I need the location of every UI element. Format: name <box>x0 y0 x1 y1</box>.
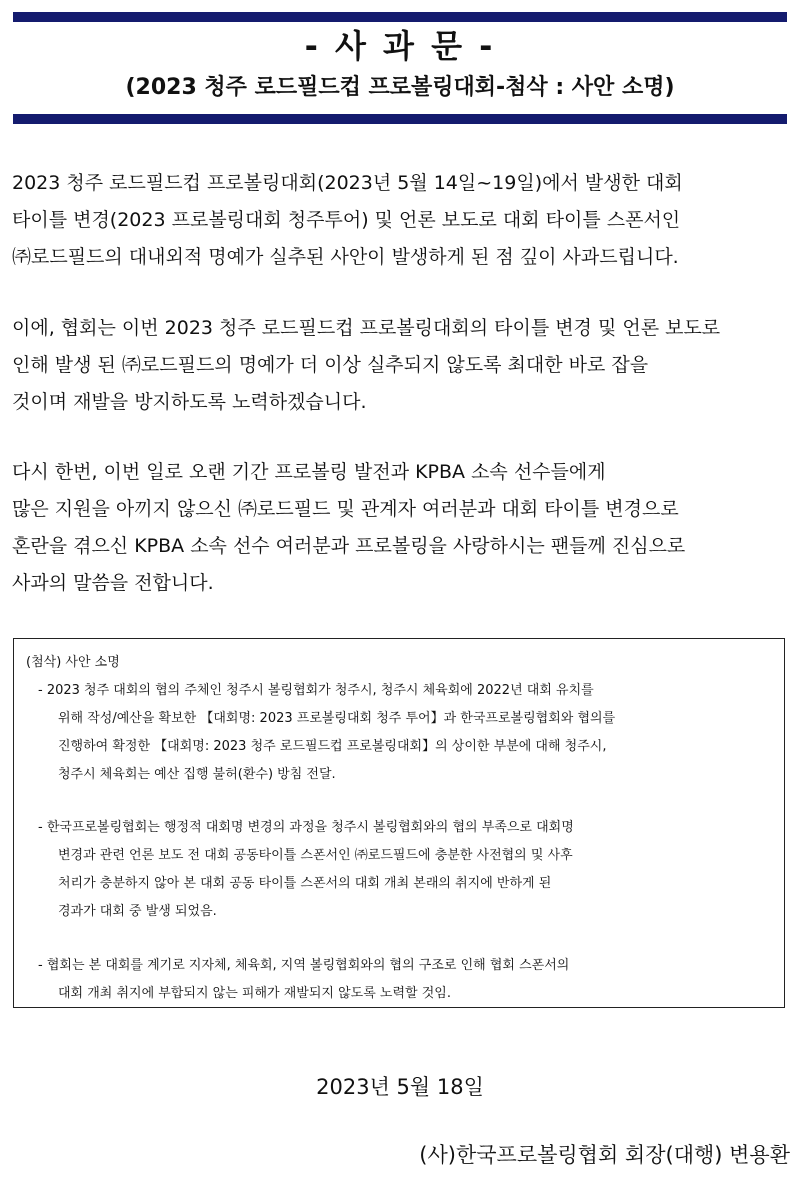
apology-paragraph-2 <box>12 310 790 421</box>
addendum-line: 변경과 관련 언론 보도 전 대회 공동타이틀 스폰서인 ㈜로드필드에 충분한 사전협의 및 사후 <box>58 848 573 863</box>
addendum-item-2 <box>38 814 778 926</box>
paragraph-line: 타이틀 변경(2023 프로볼링대회 청주투어) 및 언론 보도로 대회 타이틀 스폰서인 <box>12 209 681 231</box>
addendum-line: 위해 작성/예산을 확보한 【대회명: 2023 프로볼링대회 청주 투어】과 한국프로볼링협회와 협의를 <box>58 711 616 726</box>
header-bottom-rule <box>13 114 787 124</box>
signature: (사)한국프로볼링협회 회장(대행) 변용환 <box>419 1143 790 1167</box>
paragraph-line: 혼란을 겪으신 KPBA 소속 선수 여러분과 프로볼링을 사랑하시는 팬들께 진심으로 <box>12 535 686 557</box>
addendum-box <box>13 638 785 1008</box>
header-top-rule <box>13 12 787 22</box>
addendum-line: 진행하여 확정한 【대회명: 2023 청주 로드필드컵 프로볼링대회】의 상이한 부분에 대해 청주시, <box>58 739 607 754</box>
paragraph-line: 이에, 협회는 이번 2023 청주 로드필드컵 프로볼링대회의 타이틀 변경 및 언론 보도로 <box>12 317 721 339</box>
paragraph-line: 인해 발생 된 ㈜로드필드의 명예가 더 이상 실추되지 않도록 최대한 바로 잡을 <box>12 354 649 376</box>
addendum-line: 처리가 충분하지 않아 본 대회 공동 타이틀 스폰서의 대회 개최 본래의 취지에 반하게 된 <box>58 876 552 891</box>
addendum-line: 청주시 체육회는 예산 집행 불허(환수) 방침 전달. <box>58 767 336 782</box>
apology-paragraph-1 <box>12 165 790 276</box>
document-subtitle: (2023 청주 로드필드컵 프로볼링대회-첨삭 : 사안 소명) <box>125 75 675 100</box>
document-title: - 사 과 문 - <box>304 27 496 65</box>
paragraph-line: ㈜로드필드의 대내외적 명예가 실추된 사안이 발생하게 된 점 깊이 사과드립니다. <box>12 246 679 268</box>
addendum-line: - 협회는 본 대회를 계기로 지자체, 체육회, 지역 볼링협회와의 협의 구조로 인해 협회 스폰서의 <box>38 958 570 973</box>
addendum-line: - 한국프로볼링협회는 행정적 대회명 변경의 과정을 청주시 볼링협회와의 협의 부족으로 대회명 <box>38 820 574 835</box>
addendum-item-3 <box>38 952 778 1008</box>
addendum-line: - 2023 청주 대회의 협의 주체인 청주시 볼링협회가 청주시, 청주시 체육회에 2022년 대회 유치를 <box>38 683 594 698</box>
document-date: 2023년 5월 18일 <box>316 1075 484 1099</box>
paragraph-line: 사과의 말씀을 전합니다. <box>12 572 214 594</box>
addendum-line: 경과가 대회 중 발생 되었음. <box>58 904 217 919</box>
paragraph-line: 많은 지원을 아끼지 않으신 ㈜로드필드 및 관계자 여러분과 대회 타이틀 변경으로 <box>12 498 679 520</box>
paragraph-line: 2023 청주 로드필드컵 프로볼링대회(2023년 5월 14일~19일)에서 발생한 대회 <box>12 172 683 194</box>
addendum-item-1 <box>38 677 778 789</box>
addendum-heading: (첨삭) 사안 소명 <box>26 655 120 670</box>
addendum-line: 대회 개최 취지에 부합되지 않는 피해가 재발되지 않도록 노력할 것임. <box>58 986 451 1001</box>
paragraph-line: 것이며 재발을 방지하도록 노력하겠습니다. <box>12 391 367 413</box>
paragraph-line: 다시 한번, 이번 일로 오랜 기간 프로볼링 발전과 KPBA 소속 선수들에게 <box>12 461 606 483</box>
apology-paragraph-3 <box>12 454 790 602</box>
